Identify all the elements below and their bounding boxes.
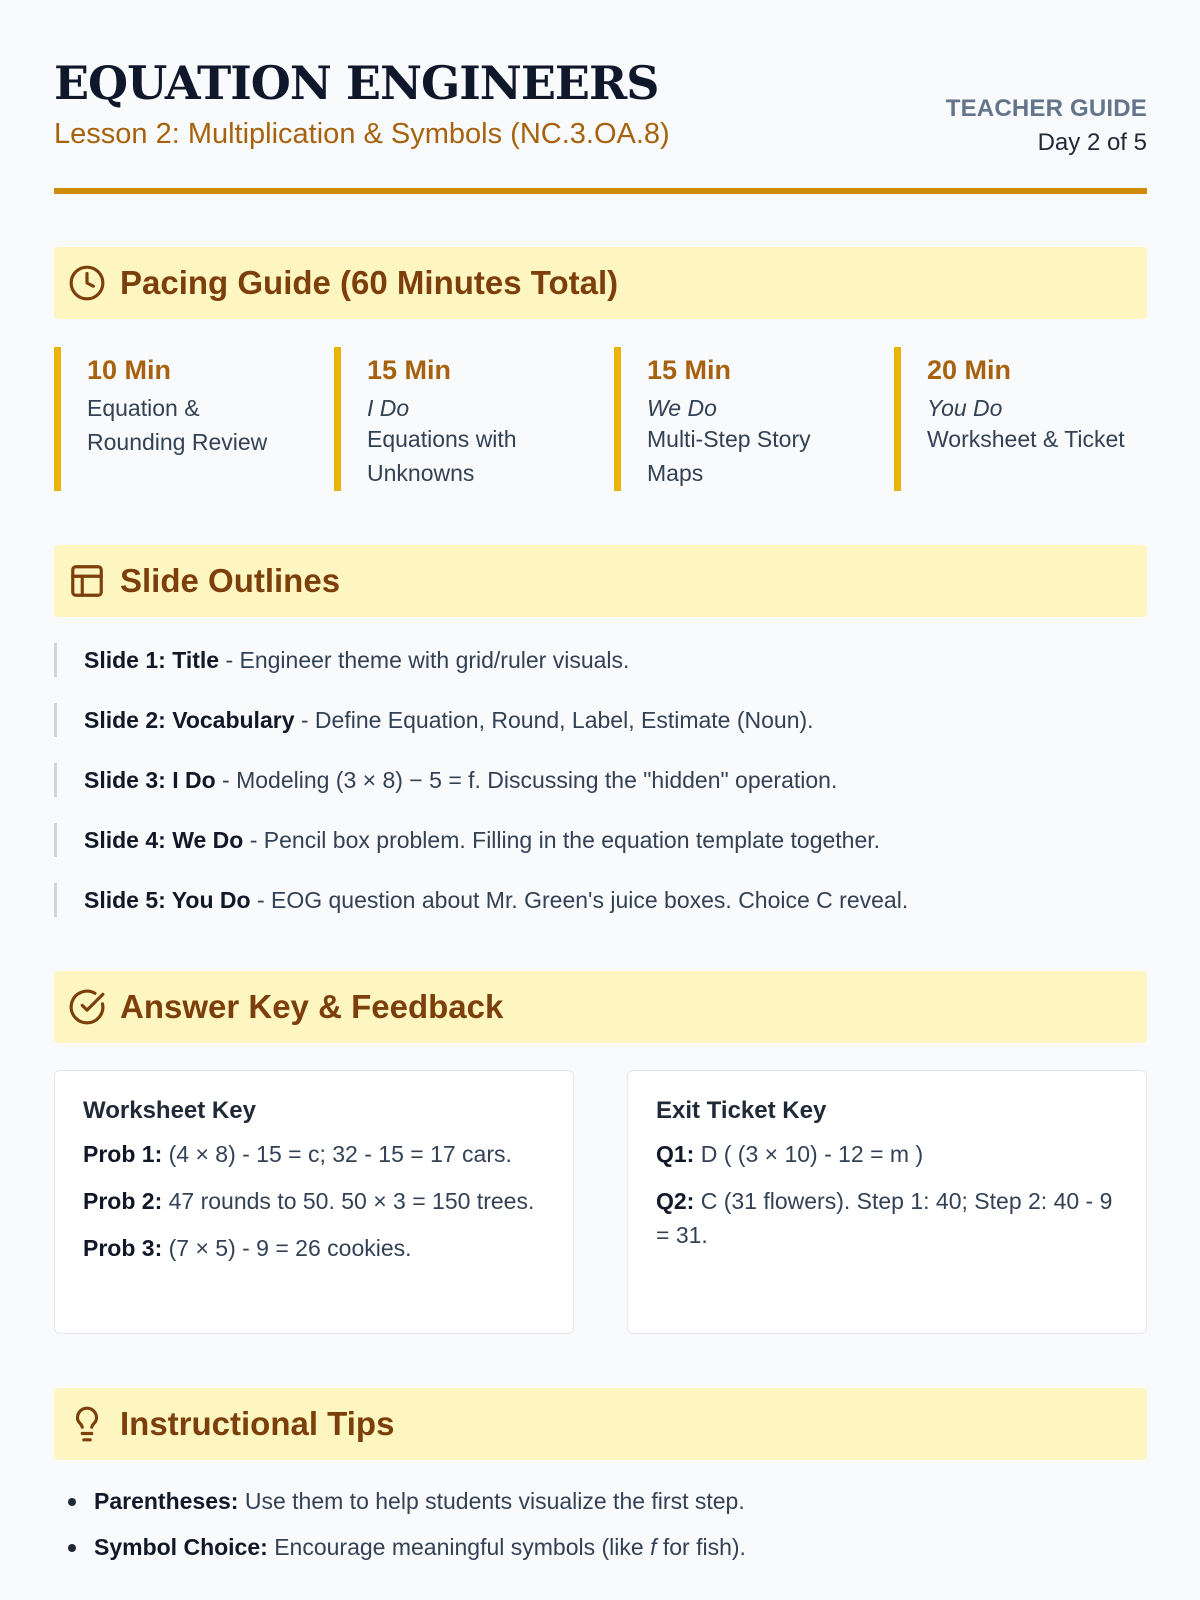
worksheet-key-item: [83, 1137, 547, 1171]
slide-outline-item: [54, 823, 1147, 857]
lightbulb-icon: [68, 1405, 106, 1443]
key-label: Q1:: [656, 1141, 695, 1167]
worksheet-key-item: [83, 1184, 547, 1218]
tip-label: Parentheses:: [94, 1488, 239, 1514]
tips-title: Instructional Tips: [120, 1405, 395, 1442]
pacing-phase: We Do: [647, 395, 717, 421]
pacing-minutes: 15 Min: [647, 355, 732, 385]
pacing-description: Unknowns: [367, 460, 475, 486]
slide-label: Slide 4: We Do: [84, 827, 244, 853]
key-label: Prob 1:: [83, 1141, 163, 1167]
key-label: Prob 3:: [83, 1235, 163, 1261]
slide-text: - Engineer theme with grid/ruler visuals.: [219, 647, 630, 673]
pacing-minutes: 15 Min: [367, 355, 452, 385]
key-text: C (31 flowers). Step 1: 40; Step 2: 40 - 9 = 31.: [656, 1188, 1113, 1248]
exit-ticket-key-item: [656, 1137, 1120, 1171]
lesson-subtitle: Lesson 2: Multiplication & Symbols (NC.3.OA.8): [54, 118, 670, 150]
worksheet-key-item: [83, 1231, 547, 1265]
pacing-description: Equations with: [367, 426, 517, 452]
exit-ticket-key-title: Exit Ticket Key: [656, 1097, 827, 1124]
slide-outline-item: [54, 703, 1147, 737]
answers-section-header: [54, 971, 1147, 1043]
pacing-minutes: 20 Min: [927, 355, 1012, 385]
slide-label: Slide 2: Vocabulary: [84, 707, 295, 733]
worksheet-key-title: Worksheet Key: [83, 1097, 256, 1124]
guide-meta: [946, 95, 1147, 157]
guide-label: TEACHER GUIDE: [945, 95, 1147, 122]
slide-text: - Pencil box problem. Filling in the equation template together.: [243, 827, 881, 853]
key-text: (4 × 8) - 15 = c; 32 - 15 = 17 cars.: [162, 1141, 512, 1167]
slide-text: - EOG question about Mr. Green's juice boxes. Choice C reveal.: [250, 887, 909, 913]
tip-text: Encourage meaningful symbols (like: [267, 1534, 651, 1560]
key-label: Prob 2:: [83, 1188, 163, 1214]
page-title: EQUATION ENGINEERS: [54, 56, 659, 110]
page-header: [54, 0, 1147, 194]
pacing-block: [54, 347, 334, 491]
teacher-guide-page: [54, 0, 1147, 1560]
day-indicator: Day 2 of 5: [1037, 129, 1147, 156]
tip-text: for fish).: [656, 1534, 746, 1560]
pacing-phase: You Do: [927, 395, 1003, 421]
pacing-description: Maps: [647, 460, 704, 486]
pacing-description: Rounding Review: [87, 429, 268, 455]
key-text: (7 × 5) - 9 = 26 cookies.: [162, 1235, 412, 1261]
key-text: D ( (3 × 10) - 12 = m ): [694, 1141, 924, 1167]
check-circle-icon: [68, 988, 106, 1026]
pacing-block: [614, 347, 894, 491]
slides-section-header: [54, 545, 1147, 617]
answers-title: Answer Key & Feedback: [120, 988, 504, 1025]
slide-outline-item: [54, 883, 1147, 917]
clock-icon: [68, 264, 106, 302]
pacing-blocks: [54, 347, 1147, 491]
slide-label: Slide 5: You Do: [84, 887, 251, 913]
worksheet-key-card: [54, 1070, 574, 1334]
pacing-description: Multi-Step Story: [647, 426, 811, 452]
tip-item: [54, 1484, 1147, 1518]
pacing-block: [894, 347, 1147, 491]
pacing-phase: I Do: [367, 395, 410, 421]
pacing-description: Worksheet & Ticket: [927, 426, 1125, 452]
tips-list: [54, 1484, 1147, 1576]
exit-ticket-key-item: [656, 1184, 1120, 1252]
key-label: Q2:: [656, 1188, 695, 1214]
pacing-block: [334, 347, 614, 491]
pacing-minutes: 10 Min: [87, 355, 172, 385]
tip-emphasis: f: [650, 1534, 657, 1560]
slides-title: Slide Outlines: [120, 562, 341, 599]
tip-label: Symbol Choice:: [94, 1534, 268, 1560]
slide-outline-item: [54, 643, 1147, 677]
exit-ticket-key-card: [627, 1070, 1147, 1334]
tips-section-header: [54, 1388, 1147, 1460]
tip-item: [54, 1530, 1147, 1564]
slide-label: Slide 1: Title: [84, 647, 220, 673]
slide-label: Slide 3: I Do: [84, 767, 216, 793]
key-text: 47 rounds to 50. 50 × 3 = 150 trees.: [162, 1188, 535, 1214]
pacing-section-header: [54, 247, 1147, 319]
slide-text: - Define Equation, Round, Label, Estimate (Noun).: [294, 707, 814, 733]
layout-icon: [68, 562, 106, 600]
tip-text: Use them to help students visualize the first step.: [238, 1488, 745, 1514]
pacing-title: Pacing Guide (60 Minutes Total): [120, 264, 619, 301]
slide-text: - Modeling (3 × 8) − 5 = f. Discussing the "hidden" operation.: [215, 767, 838, 793]
slide-outline-item: [54, 763, 1147, 797]
pacing-description: Equation &: [87, 395, 200, 421]
